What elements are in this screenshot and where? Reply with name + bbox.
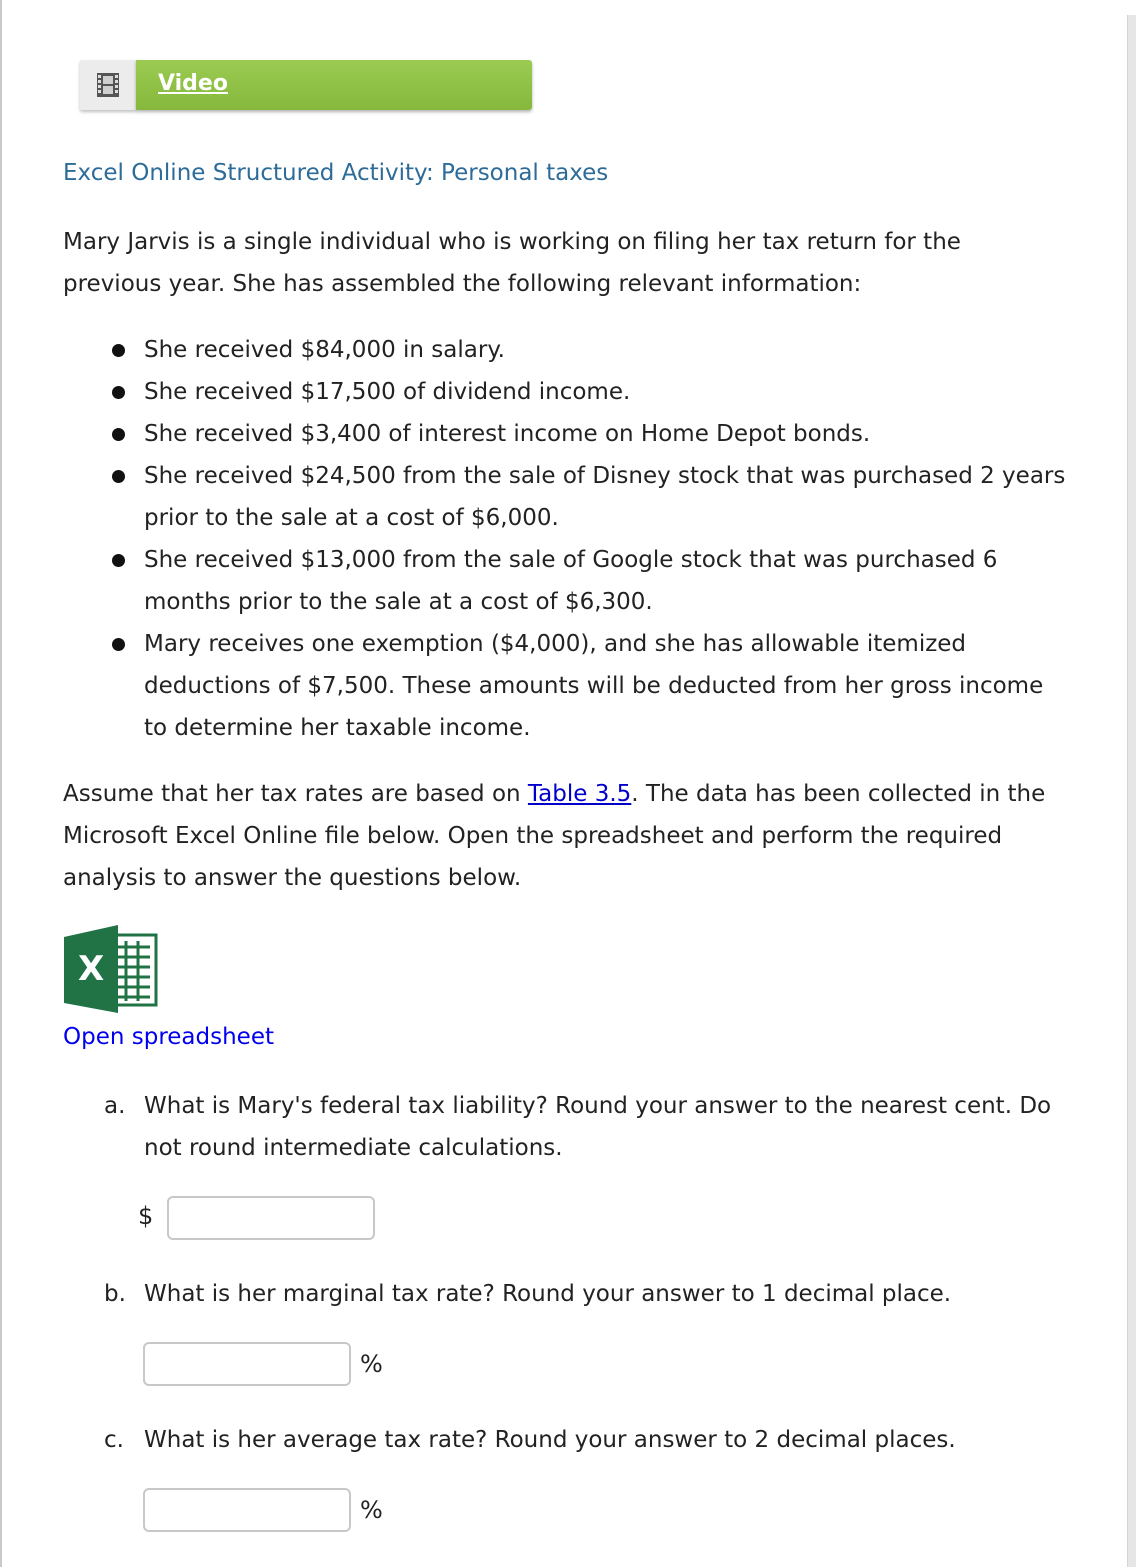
question-letter: a. <box>104 1093 126 1119</box>
tax-liability-input[interactable] <box>167 1196 375 1240</box>
svg-text:X: X <box>78 949 105 989</box>
marginal-rate-input[interactable] <box>143 1342 351 1386</box>
intro-paragraph: Mary Jarvis is a single individual who is working on filing her tax return for the previous year. She has assembled the following relevant information: <box>63 229 961 297</box>
question-letter: c. <box>104 1427 124 1453</box>
question-text: What is her marginal tax rate? Round your answer to 1 decimal place. <box>144 1281 952 1307</box>
bullet-icon <box>112 470 125 483</box>
video-link-bar[interactable] <box>136 60 532 110</box>
open-spreadsheet-link[interactable]: Open spreadsheet <box>63 1024 274 1050</box>
video-bar[interactable] <box>80 58 532 110</box>
list-item: She received $84,000 in salary. <box>110 329 1070 371</box>
left-border <box>0 0 2 1567</box>
bullet-icon <box>112 554 125 567</box>
list-item: She received $3,400 of interest income on Home Depot bonds. <box>110 413 1070 455</box>
assumption-paragraph: Assume that her tax rates are based on Table 3.5. The data has been collected in the Microsoft Excel Online file below. Open the spreadsheet and perform the required analysis to answer the questions below. <box>63 781 1046 891</box>
activity-title: Excel Online Structured Activity: Personal taxes <box>63 160 609 186</box>
list-item: She received $24,500 from the sale of Disney stock that was purchased 2 years prior to the sale at a cost of $6,000. <box>110 455 1070 539</box>
video-icon-box <box>80 60 136 110</box>
table-link[interactable]: Table 3.5 <box>527 781 632 807</box>
list-item: She received $13,000 from the sale of Google stock that was purchased 6 months prior to the sale at a cost of $6,300. <box>110 539 1070 623</box>
bullet-icon <box>112 344 125 357</box>
list-item: She received $17,500 of dividend income. <box>110 371 1070 413</box>
bullet-icon <box>112 386 125 399</box>
list-item: Mary receives one exemption ($4,000), and she has allowable itemized deductions of $7,500. These amounts will be deducted from her gross income to determine her taxable income. <box>110 623 1070 749</box>
average-rate-input[interactable] <box>143 1488 351 1532</box>
currency-prefix: $ <box>138 1202 154 1230</box>
percent-suffix: % <box>360 1350 383 1378</box>
bullet-icon <box>112 428 125 441</box>
question-letter: b. <box>104 1281 126 1307</box>
question-text: What is Mary's federal tax liability? Round your answer to the nearest cent. Do not round intermediate calculations. <box>144 1093 1052 1161</box>
video-link[interactable]: Video <box>158 71 228 96</box>
info-list <box>110 329 1070 749</box>
bullet-icon <box>112 638 125 651</box>
excel-icon[interactable] <box>64 925 158 1013</box>
question-text: What is her average tax rate? Round your answer to 2 decimal places. <box>144 1427 956 1453</box>
percent-suffix: % <box>360 1496 383 1524</box>
scrollbar-track[interactable] <box>1127 15 1136 1567</box>
film-icon <box>97 73 119 97</box>
